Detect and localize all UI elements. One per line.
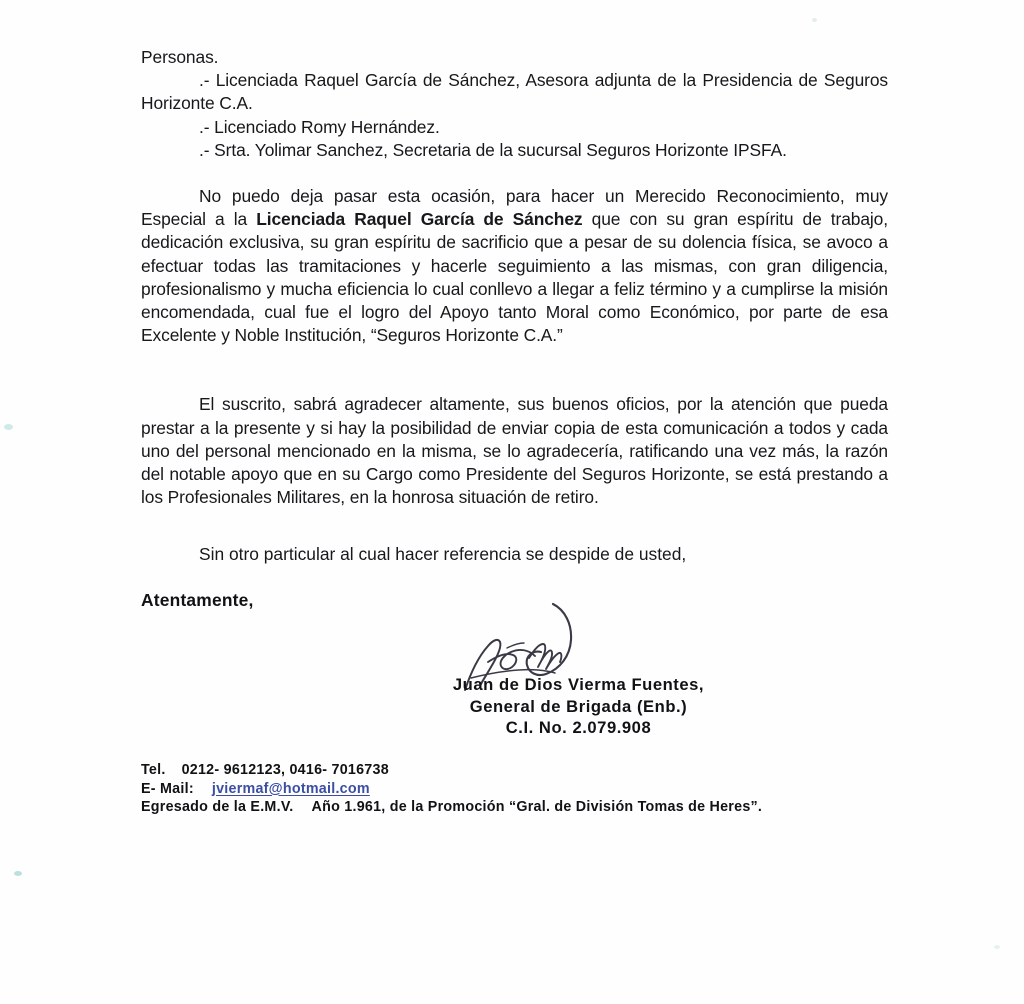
paragraph-two — [141, 393, 888, 509]
email-link[interactable]: jviermaf@hotmail.com — [211, 780, 370, 797]
spacer — [141, 347, 888, 393]
closing-line — [141, 543, 888, 566]
closing-text: Sin otro particular al cual hacer referencia se despide de usted, — [199, 544, 687, 565]
letter-body — [141, 46, 888, 611]
recipient-text: .- Srta. Yolimar Sanchez, Secretaria de la sucursal Seguros Horizonte IPSFA. — [199, 139, 787, 160]
education-row — [141, 798, 901, 817]
recipient-item-2 — [141, 116, 888, 139]
signatory-name: Juan de Dios Vierma Fuentes, — [452, 675, 705, 694]
salutation: Atentamente, — [141, 589, 254, 610]
email-row — [141, 780, 901, 799]
paragraph-one-tail: que con su gran espíritu de trabajo, dedicación exclusiva, su gran espíritu de sacrificio que a pesar de su dolencia física, se avoco a efectuar todas las tramitaciones y hacerle seguimiento a las mismas, con gran diligencia, profesionalismo y mucha eficiencia lo cual conllevo a llegar a feliz término y a cumplirse la misión encomendada, cual fue el logro del Apoyo tanto Moral como Económico, por parte de esa Excelente y Noble Institución, “Seguros Horizonte C.A.” — [141, 209, 888, 346]
phone-label: Tel. — [141, 762, 166, 778]
education-suffix: Año 1.961, de la Promoción “Gral. de División Tomas de Heres”. — [311, 799, 763, 816]
scan-speck — [812, 18, 817, 22]
signatory-details — [141, 674, 1016, 739]
phone-value: 0212- 9612123, 0416- 7016738 — [181, 762, 389, 778]
recipient-text: .- Licenciado Romy Hernández. — [199, 116, 440, 137]
paragraph-one-lead: No puedo deja pasar esta ocasión, para hacer un Merecido Reconocimiento, muy Especial a la — [141, 186, 888, 230]
spacer — [141, 509, 888, 543]
spacer — [141, 162, 888, 185]
paragraph-two-text: El suscrito, sabrá agradecer altamente, sus buenos oficios, por la atención que pueda prestar a la presente y si hay la posibilidad de enviar copia de esta comunicación a todos y cada uno del personal mencionado en la misma, se lo agradecería, ratificando una vez más, la razón del notable apoyo que en su Cargo como Presidente del Seguros Horizonte, se está prestando a los Profesionales Militares, en la honrosa situación de retiro. — [141, 394, 888, 508]
continuation-line: Personas. — [141, 47, 219, 67]
contact-footer — [141, 761, 901, 817]
scan-speck — [14, 871, 22, 876]
signature-block — [141, 600, 888, 750]
recipient-text: .- Licenciada Raquel García de Sánchez, Asesora adjunta de la Presidencia de Seguros Horizonte C.A. — [141, 70, 888, 114]
education-prefix: Egresado de la E.M.V. — [141, 799, 294, 816]
signatory-rank: General de Brigada (Enb.) — [469, 696, 688, 716]
email-label: E- Mail: — [141, 780, 194, 797]
scan-speck — [994, 945, 1000, 949]
recipient-item-1 — [141, 69, 888, 115]
recipient-item-3 — [141, 139, 888, 162]
paragraph-one — [141, 185, 888, 347]
phone-row — [141, 761, 901, 780]
honoree-name: Licenciada Raquel García de Sánchez — [256, 209, 583, 230]
scan-speck — [4, 424, 13, 430]
signatory-id: C.I. No. 2.079.908 — [505, 718, 652, 737]
spacer — [141, 567, 888, 590]
